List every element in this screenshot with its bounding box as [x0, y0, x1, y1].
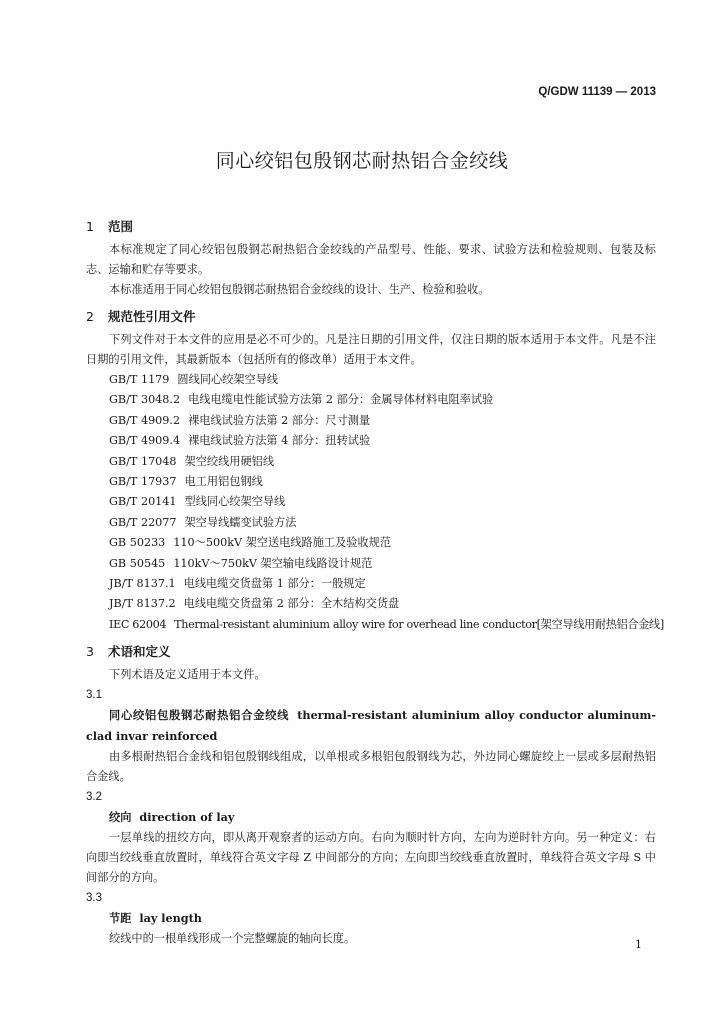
- reference-title: Thermal-resistant aluminium alloy wire for overhead line conductor[架空导线用耐热铝合金线]: [174, 617, 664, 631]
- reference-item: [86, 554, 656, 574]
- section-heading-scope: [86, 216, 656, 238]
- reference-code: GB/T 3048.2: [109, 393, 181, 407]
- reference-item: [86, 390, 656, 410]
- reference-item: [86, 594, 656, 614]
- term-english: thermal-resistant aluminium alloy conductor aluminum-clad invar reinforced: [86, 708, 656, 744]
- document-title: 同心绞铝包殷钢芯耐热铝合金绞线: [215, 150, 509, 172]
- document-body: [86, 212, 664, 949]
- reference-title: 型线同心绞架空导线: [184, 495, 286, 509]
- clause-number: 3.1: [86, 689, 102, 702]
- term-chinese: 绞向: [109, 811, 132, 825]
- reference-code: JB/T 8137.2: [109, 597, 176, 611]
- term-entry: [86, 807, 656, 828]
- reference-code: GB/T 1179: [109, 373, 170, 386]
- reference-list: [86, 370, 664, 635]
- reference-title: 110kV～750kV 架空输电线路设计规范: [173, 556, 373, 570]
- reference-item: [86, 452, 656, 472]
- reference-code: GB/T 20141: [109, 495, 177, 509]
- term-definition: 一层单线的扭绞方向，即从离开观察者的运动方向。右向为顺时针方向，左向为逆时针方向。另一种定义：右向即当绞线垂直放置时，单线符合英文字母 Z 中间部分的方向；左向即当绞线垂直放置时，单线符合英文字母 S 中间部分的方向。: [86, 831, 656, 885]
- reference-item: [86, 513, 656, 533]
- reference-item: [86, 431, 656, 451]
- reference-title: 裸电线试验方法第 2 部分：尺寸测量: [188, 413, 371, 427]
- reference-item: [86, 492, 656, 512]
- reference-item: [86, 411, 656, 431]
- reference-code: GB 50233: [109, 536, 166, 550]
- section-heading-terms: [86, 641, 656, 663]
- reference-code: GB/T 22077: [109, 515, 177, 529]
- term-chinese: 同心绞铝包殷钢芯耐热铝合金绞线: [109, 709, 290, 723]
- scope-paragraph-1: 本标准规定了同心绞铝包殷钢芯耐热铝合金绞线的产品型号、性能、要求、试验方法和检验规则、包装及标志、运输和贮存等要求。: [86, 243, 656, 276]
- reference-item: [86, 472, 656, 492]
- terms-intro: 下列术语及定义适用于本文件。: [109, 668, 266, 682]
- reference-title: 电线电缆电性能试验方法第 2 部分：金属导体材料电阻率试验: [188, 393, 494, 407]
- reference-code: GB/T 17937: [109, 475, 177, 489]
- reference-item: [86, 370, 656, 390]
- reference-title: 架空导线蠕变试验方法: [184, 515, 297, 529]
- section-heading-references: [86, 306, 656, 328]
- section-title: 范围: [108, 219, 134, 234]
- references-intro: 下列文件对于本文件的应用是必不可少的。凡是注日期的引用文件，仅注日期的版本适用于本文件。凡是不注日期的引用文件，其最新版本（包括所有的修改单）适用于本文件。: [86, 333, 656, 366]
- reference-title: 110～500kV 架空送电线路施工及验收规范: [173, 536, 392, 550]
- reference-title: 裸电线试验方法第 4 部分：扭转试验: [188, 434, 371, 448]
- reference-code: IEC 62004: [109, 617, 167, 631]
- term-chinese: 节距: [109, 912, 132, 926]
- term-entry: [86, 705, 656, 747]
- reference-title: 圆线同心绞架空导线: [177, 373, 279, 386]
- clause-number: 3.3: [86, 892, 102, 905]
- section-title: 规范性引用文件: [108, 309, 196, 324]
- term-english: lay length: [139, 911, 202, 926]
- reference-code: GB/T 4909.2: [109, 413, 181, 427]
- reference-title: 电线电缆交货盘第 2 部分：全木结构交货盘: [183, 597, 400, 611]
- reference-code: GB/T 17048: [109, 454, 177, 468]
- term-definition: 绞线中的一根单线形成一个完整螺旋的轴向长度。: [109, 932, 356, 946]
- scope-paragraph-2: 本标准适用于同心绞铝包殷钢芯耐热铝合金绞线的设计、生产、检验和验收。: [109, 283, 490, 296]
- term-definition: 由多根耐热铝合金线和铝包殷钢线组成，以单根或多根铝包殷钢线为芯，外边同心螺旋绞上一层或多层耐热铝合金线。: [86, 750, 656, 784]
- reference-code: GB 50545: [109, 556, 166, 570]
- clause-number: 3.2: [86, 791, 102, 804]
- section-title: 术语和定义: [108, 644, 171, 660]
- term-entry: [86, 908, 656, 929]
- standard-code: Q/GDW 11139 — 2013: [538, 86, 656, 98]
- reference-item: [86, 574, 656, 594]
- term-english: direction of lay: [139, 810, 235, 825]
- reference-item: [86, 615, 664, 635]
- reference-item: [86, 533, 656, 553]
- reference-code: JB/T 8137.1: [109, 577, 176, 591]
- reference-code: GB/T 4909.4: [109, 434, 181, 448]
- section-number: 2: [86, 309, 94, 324]
- page-number: 1: [635, 938, 642, 951]
- section-number: 1: [86, 219, 94, 234]
- reference-title: 架空绞线用硬铝线: [184, 454, 275, 468]
- reference-title: 电工用铝包钢线: [184, 475, 263, 489]
- reference-title: 电线电缆交货盘第 1 部分：一般规定: [183, 577, 366, 591]
- section-number: 3: [86, 644, 94, 660]
